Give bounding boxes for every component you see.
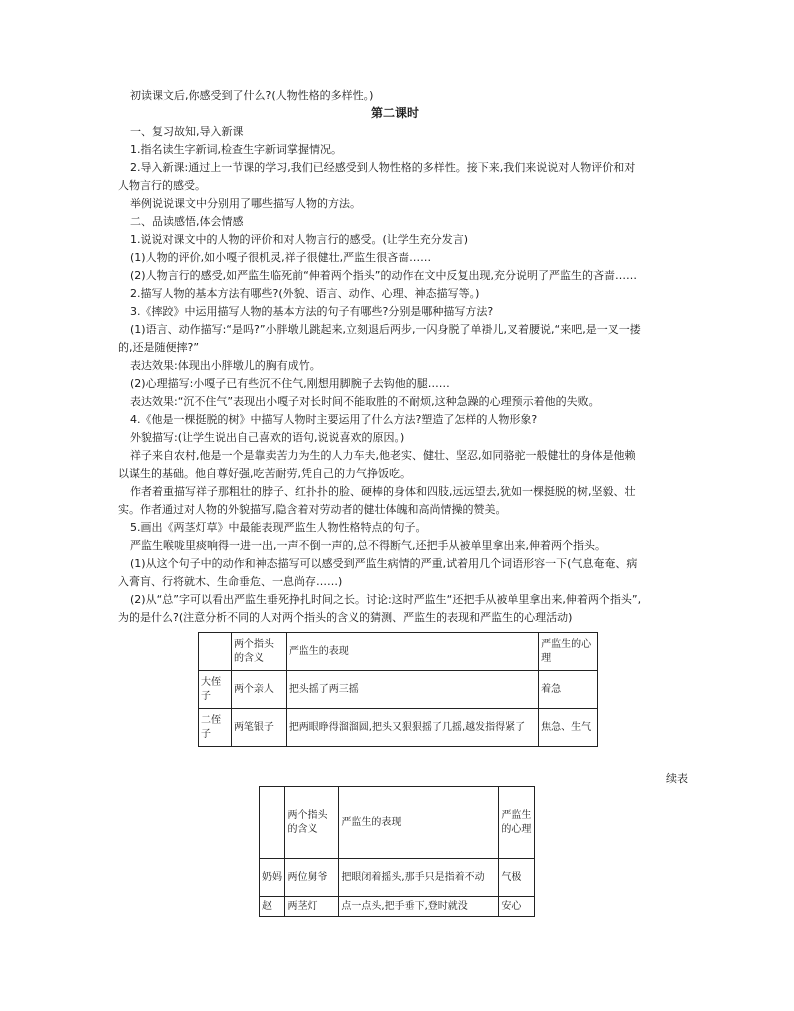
description-table <box>198 632 598 747</box>
text-line: (1)从这个句子中的动作和神态描写可以感受到严监生病情的严重,试着用几个词语形容一下(气息奄奄、病 <box>130 557 638 570</box>
table-cell: 两个亲人 <box>231 671 286 709</box>
table-cell: 大侄子 <box>199 671 232 709</box>
table-cell: 气极 <box>499 859 535 897</box>
table-cell: 焦急、生气 <box>539 709 598 747</box>
table-row <box>260 897 535 917</box>
text-line: 为的是什么?(注意分析不同的人对两个指头的含义的猜测、严监生的表现和严监生的心理活动) <box>118 611 573 624</box>
table-row <box>199 671 598 709</box>
table-cell: 点一点头,把手垂下,登时就没 <box>339 897 499 917</box>
table-header-cell: 严监生的表现 <box>286 633 538 671</box>
text-line: (2)心理描写:小嘎子已有些沉不住气,刚想用脚腕子去钩他的腿…… <box>130 377 450 390</box>
text-line: 3.《摔跤》中运用描写人物的基本方法的句子有哪些?分别是哪种描写方法? <box>130 305 494 318</box>
text-line: 外貌描写:(让学生说出自己喜欢的语句,说说喜欢的原因。) <box>130 431 405 444</box>
table-cell: 两笔银子 <box>231 709 286 747</box>
text-line: 祥子来自农村,他是一个是靠卖苦力为生的人力车夫,他老实、健壮、坚忍,如同骆驼一般健壮的身体是他赖 <box>130 449 636 462</box>
text-line: (2)从“总”字可以看出严监生垂死挣扎时间之长。讨论:这时严监生“还把手从被单里拿出来,伸着两个指头”, <box>130 593 642 606</box>
text-line: 入膏肓、行将就木、生命垂危、一息尚存……) <box>118 575 343 588</box>
table-cell: 把眼闭着摇头,那手只是指着不动 <box>339 859 499 897</box>
text-line: 1.指名读生字新词,检查生字新词掌握情况。 <box>130 143 342 156</box>
table-header-row <box>199 633 598 671</box>
table-header-cell: 两个指头的含义 <box>231 633 286 671</box>
text-line: (1)人物的评价,如小嘎子很机灵,祥子很健壮,严监生很吝啬…… <box>130 251 432 264</box>
text-line: 的,还是随便摔?” <box>118 341 200 354</box>
table-header-cell: 严监生的表现 <box>339 787 499 859</box>
table-header-cell <box>260 787 285 859</box>
table-cell: 两位舅爷 <box>285 859 339 897</box>
text-line: 4.《他是一棵挺脱的树》中描写人物时主要运用了什么方法?塑造了怎样的人物形象? <box>130 413 538 426</box>
text-line: 作者着重描写祥子那粗壮的脖子、红扑扑的脸、硬棒的身体和四肢,远远望去,犹如一棵挺脱的树,坚毅、壮 <box>130 485 636 498</box>
section-title: 第二课时 <box>371 106 420 120</box>
text-line: 5.画出《两茎灯草》中最能表现严监生人物性格特点的句子。 <box>130 521 427 534</box>
table-cell: 把两眼睁得溜溜圆,把头又狠狠摇了几摇,越发指得紧了 <box>286 709 538 747</box>
text-line: (2)人物言行的感受,如严监生临死前“伸着两个指头”的动作在文中反复出现,充分说明了严监生的吝啬…… <box>130 269 637 282</box>
table-cell: 安心 <box>499 897 535 917</box>
table-cell: 二侄子 <box>199 709 232 747</box>
text-line: 初读课文后,你感受到了什么?(人物性格的多样性。) <box>130 89 374 102</box>
text-line: 2.描写人物的基本方法有哪些?(外貌、语言、动作、心理、神态描写等。) <box>130 287 480 300</box>
text-line: 举例说说课文中分别用了哪些描写人物的方法。 <box>130 197 361 210</box>
table-row <box>199 709 598 747</box>
text-line: 人物言行的感受。 <box>118 179 206 192</box>
text-line: 严监生喉咙里痰响得一进一出,一声不倒一声的,总不得断气,还把手从被单里拿出来,伸着两个指头。 <box>130 539 606 552</box>
description-table-continued <box>259 786 535 917</box>
text-line: 实。作者通过对人物的外貌描写,隐含着对劳动者的健壮体魄和高尚情操的赞美。 <box>118 503 507 516</box>
table-header-cell <box>199 633 232 671</box>
table-header-row <box>260 787 535 859</box>
table-cell: 奶妈 <box>260 859 285 897</box>
table-header-cell: 严监生的心理 <box>539 633 598 671</box>
text-line: 1.说说对课文中的人物的评价和对人物言行的感受。(让学生充分发言) <box>130 233 469 246</box>
text-line: 二、品读感悟,体会情感 <box>130 215 244 228</box>
text-line: 一、复习故知,导入新课 <box>130 125 244 138</box>
table-cell: 赵 <box>260 897 285 917</box>
continued-label: 续表 <box>666 772 688 785</box>
table-cell: 两茎灯 <box>285 897 339 917</box>
text-line: 表达效果:“沉不住气”表现出小嘎子对长时间不能取胜的不耐烦,这种急躁的心理预示着他的失败。 <box>130 395 600 408</box>
text-line: 2.导入新课:通过上一节课的学习,我们已经感受到人物性格的多样性。接下来,我们来说说对人物评价和对 <box>130 161 636 174</box>
table-cell: 把头摇了两三摇 <box>286 671 538 709</box>
table-row <box>260 859 535 897</box>
table-header-cell: 两个指头的含义 <box>285 787 339 859</box>
table-cell: 着急 <box>539 671 598 709</box>
text-line: 以谋生的基础。他自尊好强,吃苦耐劳,凭自己的力气挣饭吃。 <box>118 467 411 480</box>
text-line: 表达效果:体现出小胖墩儿的胸有成竹。 <box>130 359 321 372</box>
text-line: (1)语言、动作描写:“是吗?”小胖墩儿跳起来,立刻退后两步,一闪身脱了单褂儿,叉着腰说,“来吧,是一叉一搂 <box>130 323 641 336</box>
table-header-cell: 严监生的心理 <box>499 787 535 859</box>
